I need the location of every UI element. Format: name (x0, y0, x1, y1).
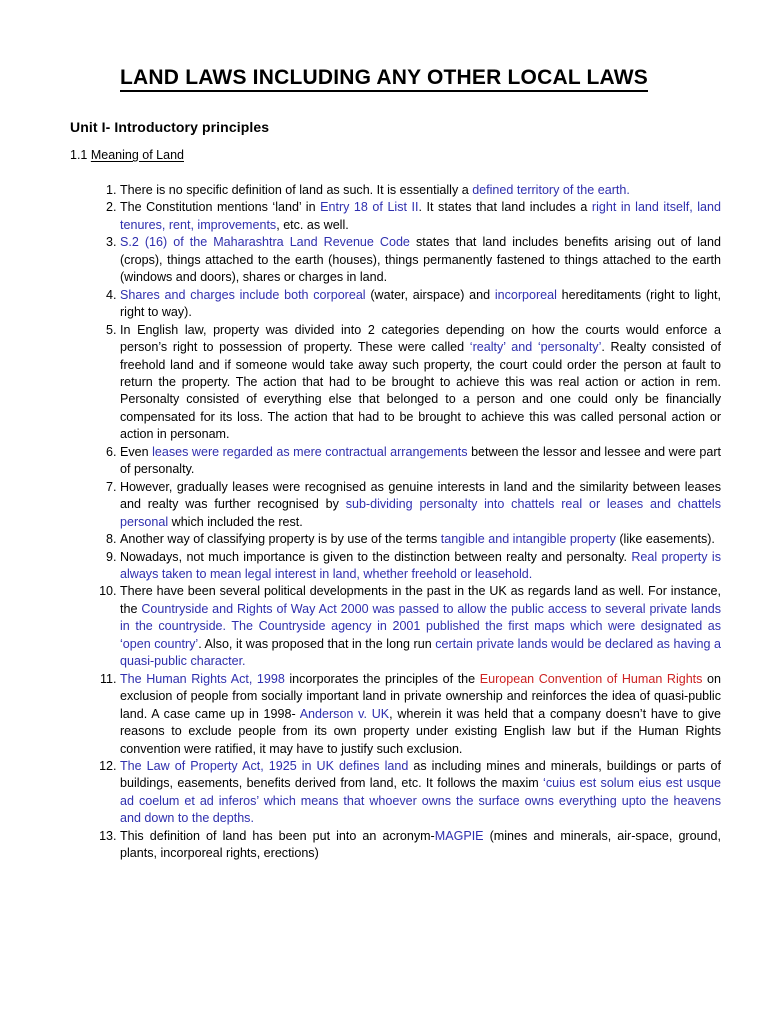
list-item-text-run: incorporeal (494, 287, 557, 302)
page-title (0, 66, 768, 90)
section-number: 1.1 (70, 148, 91, 162)
list-item-text-run: Nowadays, not much importance is given to the distinction between realty and personalty. (120, 549, 632, 564)
list-item-text-run: This definition of land has been put into an acronym- (120, 828, 435, 843)
list-item-text-run: which included the rest. (168, 514, 303, 529)
list-item-text-run: There have been several political developments in the past in the UK as regards land as well. For instance, the (120, 584, 721, 616)
list-item-text-run: Countryside and Rights of Way Act 2000 was passed to allow the public access to several private lands in the countryside. The Countryside agency in 2001 published the first maps which were designated as ‘open country’ (120, 601, 721, 651)
list-item-text-run: (mines and minerals, air-space, ground, plants, incorporeal rights, erections) (120, 828, 721, 861)
list-item-text-run: (like easements). (615, 532, 715, 547)
list-item-text-run: The Constitution mentions ‘land’ in (120, 200, 321, 215)
list-item (120, 583, 721, 670)
list-item-text-run: tangible and intangible property (440, 532, 616, 547)
list-item-text-run: , etc. as well. (276, 217, 349, 232)
page-title-text: LAND LAWS INCLUDING ANY OTHER LOCAL LAWS (120, 66, 648, 92)
list-item-text-run: leases were regarded as mere contractual arrangements (152, 444, 468, 459)
list-item (120, 182, 721, 199)
list-item-text-run: on exclusion of people from socially important land in private ownership and reinforces the idea of quasi-public land. A case came up in 1998- (120, 671, 721, 721)
list-item-text-run: , wherein it was held that a company doesn’t have to give reasons to exclude people from its own property under existing English law but if the Human Rights convention were ratified, it may have to justify such exclusion. (120, 706, 721, 756)
list-item-text-run: . Realty consisted of freehold land and if someone would take away such property, the court could order the person at fault to return the property. The action that had to be brought to achieve this was real action or action in rem. Personalty consisted of everything else that belonged to a person and one could only be financially compensated for its loss. The action that had to be brought to achieve this was called personal action or action in personam. (120, 340, 721, 442)
list-item (120, 322, 721, 444)
list-item-text-run: (water, airspace) and (365, 287, 495, 302)
list-item-text-run: certain private lands would be declared as having a quasi-public character. (120, 636, 721, 669)
list-item-text-run: S.2 (16) of the Maharashtra Land Revenue Code (120, 235, 410, 250)
list-item-text-run: ‘cuius est solum eius est usque ad coelum et ad inferos’ which means that whoever owns the surface owns everything upto the heavens and down to the depths. (120, 776, 721, 826)
list-item-text-run: Entry 18 of List II (320, 200, 419, 215)
list-item-text-run: between the lessor and lessee and were part of personalty. (120, 444, 722, 477)
list-item-text-run: Real property is always taken to mean legal interest in land, whether freehold or leasehold. (120, 549, 721, 581)
list-item-text-run: In English law, property was divided into 2 categories depending on how the courts would enforce a person’s right to possession of property. These were called (120, 322, 721, 355)
list-item-text-run: defined territory of the earth. (472, 183, 630, 197)
list-item-text-run: sub-dividing personalty into chattels real or leases and chattels personal (120, 497, 721, 529)
list-item-text-run: hereditaments (right to light, right to way). (120, 287, 721, 320)
list-item-text-run: Anderson v. UK (299, 706, 390, 721)
list-item-text-run: states that land includes benefits arising out of land (crops), things attached to the earth (houses), things permanently fastened to things attached to the earth (windows and doors), shares or charges in land. (120, 235, 721, 285)
list-item-text-run: right in land itself, land tenures, rent, improvements (120, 200, 721, 232)
list-item (120, 199, 721, 234)
list-item (120, 444, 721, 479)
list-item-text-run: There is no specific definition of land as such. It is essentially a (120, 183, 473, 197)
list-item-text-run: The Law of Property Act, 1925 in UK defines land (120, 758, 409, 773)
list-item-text-run: The Human Rights Act, 1998 (120, 671, 285, 686)
list-item (120, 549, 721, 584)
list-item-text-run: Another way of classifying property is by use of the terms (120, 532, 441, 547)
list-item-text-run: European Convention of Human Rights (479, 671, 703, 686)
list-item-text-run: . Also, it was proposed that in the long run (198, 636, 436, 651)
list-item-text-run: However, gradually leases were recognised as genuine interests in land and the similarity between leases and realty was further recognised by (120, 479, 721, 512)
list-item (120, 287, 721, 322)
list-item-text-run: MAGPIE (434, 828, 484, 843)
list-item-text-run: . It states that land includes a (418, 200, 592, 215)
list-item (120, 531, 721, 548)
section-heading (70, 148, 184, 162)
section-title: Meaning of Land (90, 148, 184, 162)
list-item (120, 828, 721, 863)
unit-heading: Unit I- Introductory principles (70, 118, 270, 135)
list-item-text-run: incorporates the principles of the (284, 671, 480, 686)
list-item (120, 479, 721, 531)
list-item (120, 671, 721, 758)
list-item-text-run: Shares and charges include both corporeal (120, 287, 366, 302)
numbered-list (93, 182, 721, 863)
list-item-text-run: ‘realty’ and ‘personalty’ (469, 340, 602, 355)
list-item-text-run: Even (120, 444, 153, 459)
list-item (120, 758, 721, 828)
list-item-text-run: as including mines and minerals, buildings or parts of buildings, easements, benefits derived from land, etc. It follows the maxim (120, 758, 721, 791)
list-item (120, 234, 721, 286)
